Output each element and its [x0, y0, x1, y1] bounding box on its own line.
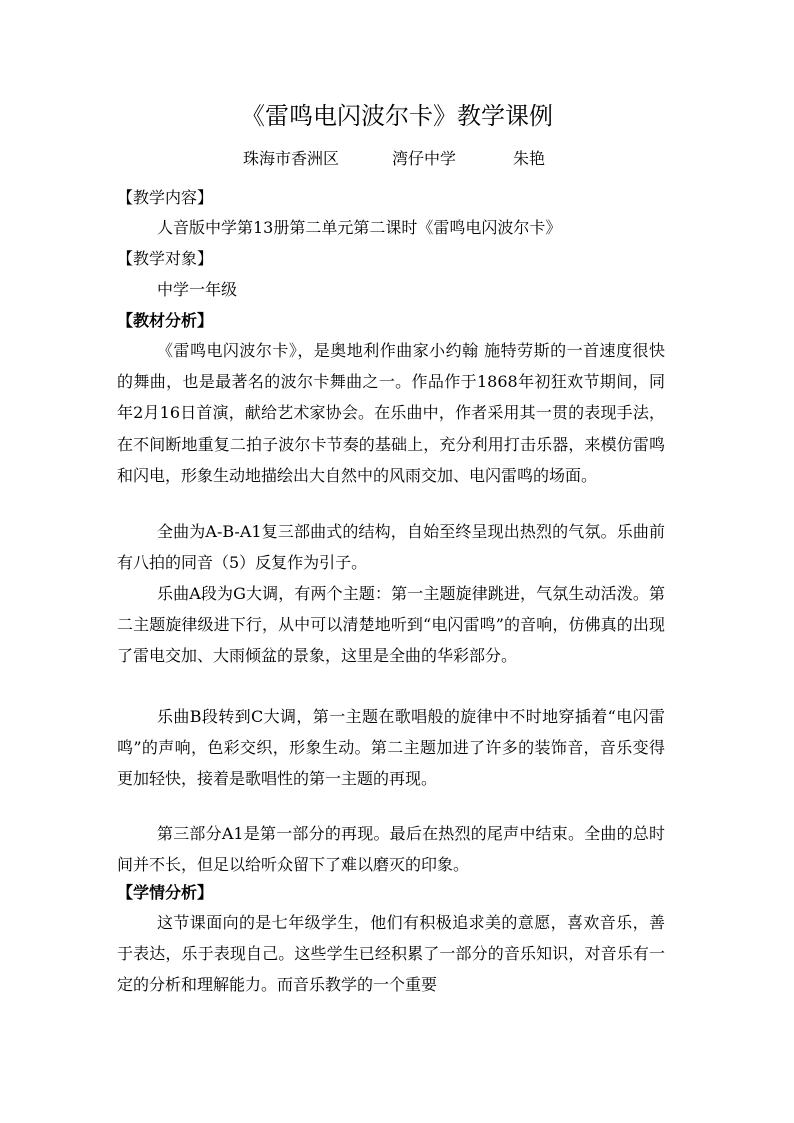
byline-school: 湾仔中学 — [392, 149, 457, 168]
teaching-content-text: 人音版中学第13册第二单元第二课时《雷鸣电闪波尔卡》 — [157, 218, 562, 237]
analysis-paragraph: 乐曲A段为G大调，有两个主题：第一主题旋律跳进，气氛生动活泼。第二主题旋律级进下行，从中可以清楚地听到“电闪雷鸣”的音响，仿佛真的出现了雷电交加、大雨倾盆的景象，这里是全曲的华彩部分。 — [117, 584, 665, 666]
section-heading-material-analysis: 【教材分析】 — [117, 311, 214, 330]
section-heading-teaching-audience: 【教学对象】 — [117, 249, 214, 268]
learner-paragraph: 这节课面向的是七年级学生，他们有积极追求美的意愿，喜欢音乐，善于表达，乐于表现自己。这些学生已经积累了一部分的音乐知识，对音乐有一定的分析和理解能力。而音乐教学的一个重要 — [117, 913, 665, 995]
analysis-paragraph: 《雷鸣电闪波尔卡》，是奥地利作曲家小约翰 施特劳斯的一首速度很快的舞曲，也是最著名的波尔卡舞曲之一。作品作于1868年初狂欢节期间，同年2月16日首演，献给艺术家协会。在乐曲中，作者采用其一贯的表现手法，在不间断地重复二拍子波尔卡节奏的基础上，充分利用打击乐器，来模仿雷鸣和闪电，形象生动地描绘出大自然中的风雨交加、电闪雷鸣的场面。 — [117, 341, 665, 485]
analysis-paragraph: 乐曲B段转到C大调，第一主题在歌唱般的旋律中不时地穿插着“电闪雷鸣”的声响，色彩交织，形象生动。第二主题加进了许多的装饰音，音乐变得更加轻快，接着是歌唱性的第一主题的再现。 — [117, 707, 665, 789]
section-heading-learner-analysis: 【学情分析】 — [117, 883, 214, 902]
analysis-paragraph: 第三部分A1是第一部分的再现。最后在热烈的尾声中结束。全曲的总时间并不长，但足以给听众留下了难以磨灭的印象。 — [117, 824, 665, 875]
section-heading-teaching-content: 【教学内容】 — [117, 188, 214, 207]
byline-author: 朱艳 — [513, 149, 546, 168]
teaching-audience-text: 中学一年级 — [157, 280, 238, 299]
page-title: 《雷鸣电闪波尔卡》教学课例 — [241, 102, 553, 130]
analysis-paragraph: 全曲为A-B-A1复三部曲式的结构，自始至终呈现出热烈的气氛。乐曲前有八拍的同音（5）反复作为引子。 — [117, 522, 665, 573]
byline-district: 珠海市香洲区 — [243, 149, 340, 168]
